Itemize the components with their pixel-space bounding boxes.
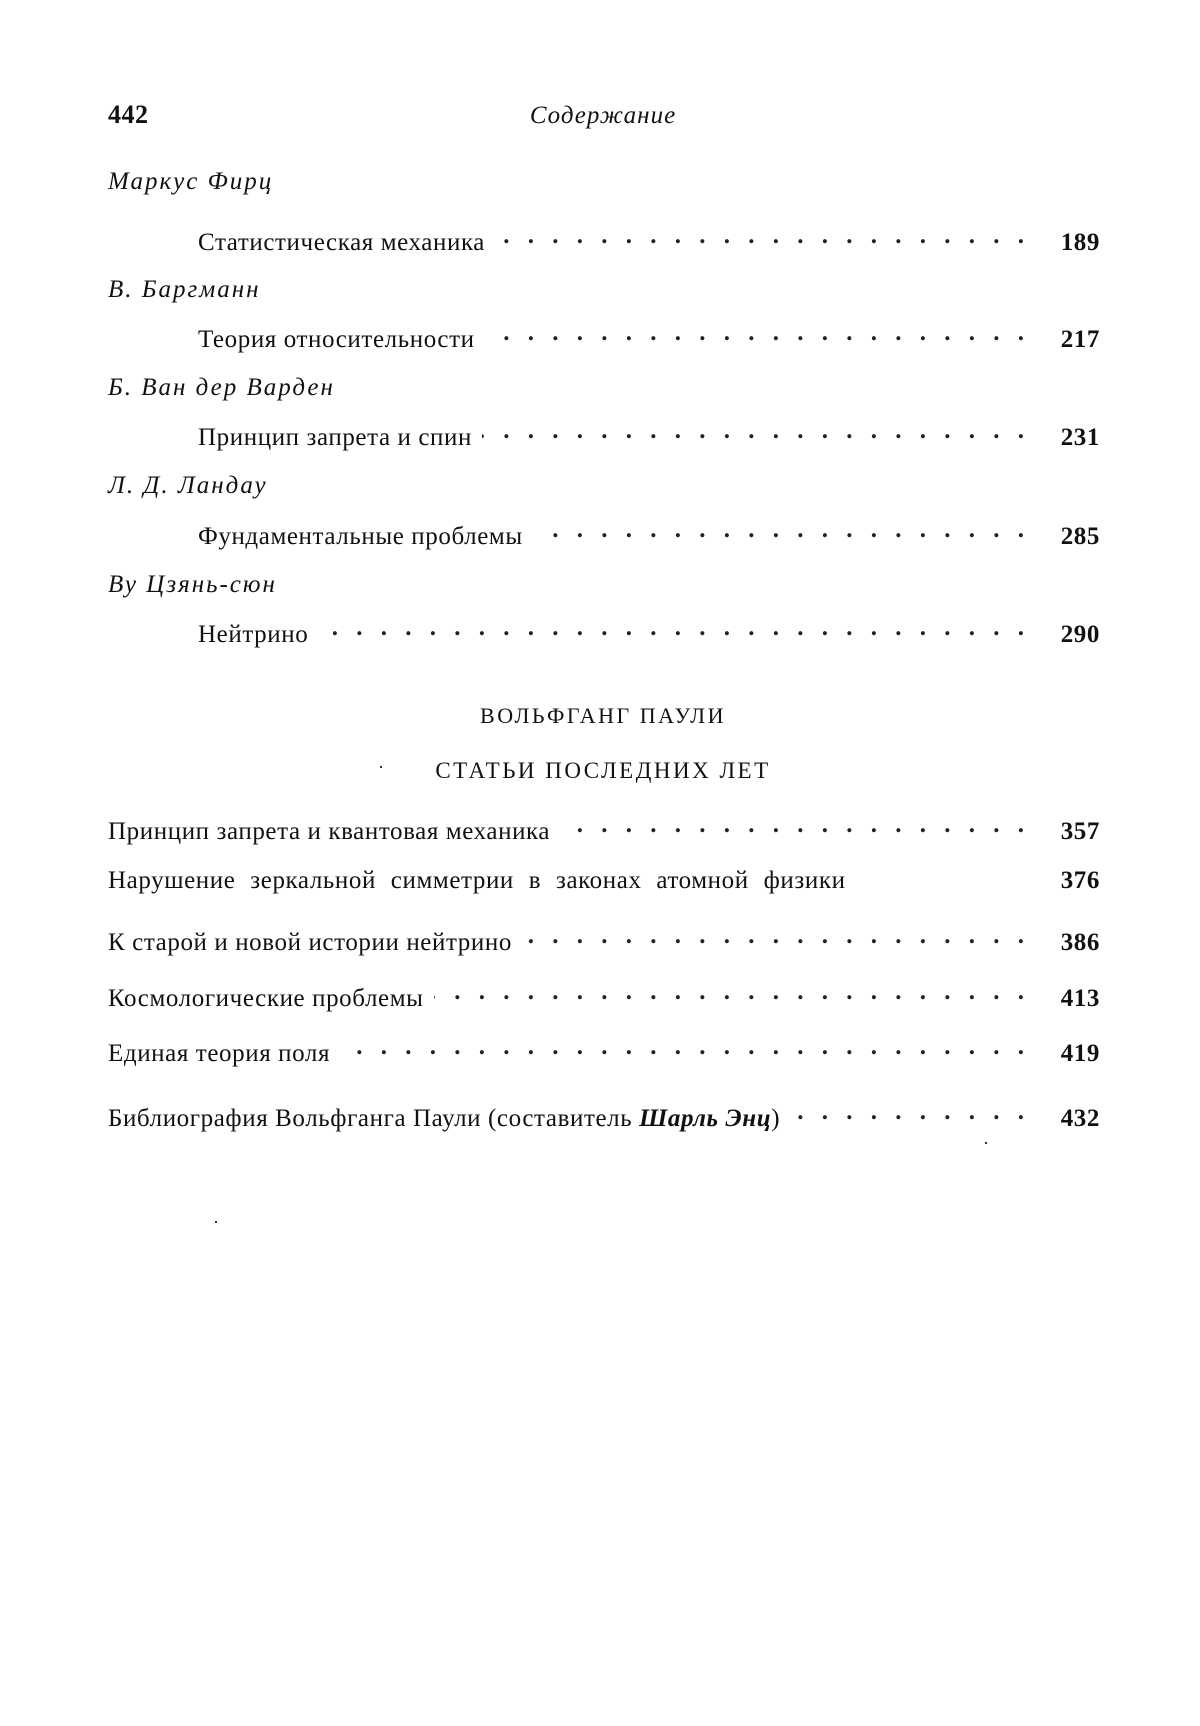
toc-entry-page: 376 <box>1060 867 1100 894</box>
author-name: В. Баргманн <box>108 276 261 303</box>
page-number: 442 <box>108 100 149 129</box>
toc-entry-page: 413 <box>1060 985 1100 1012</box>
toc-entry[interactable] <box>108 867 1100 895</box>
bibliography-compiler: Шарль Энц <box>639 1105 772 1132</box>
toc-entry-title: Единая теория поля <box>108 1040 331 1067</box>
toc-entry-page: 419 <box>1060 1040 1100 1067</box>
dot-leader <box>434 978 1030 1006</box>
author-name: Ву Цзянь-сюн <box>108 571 277 598</box>
author-name: Л. Д. Ландау <box>108 472 268 499</box>
toc-entry-page: 432 <box>1060 1105 1100 1132</box>
dot-leader <box>340 1033 1030 1061</box>
dot-leader <box>533 516 1030 544</box>
toc-entry-title: Нейтрино <box>198 621 309 648</box>
bibliography-title-end: ) <box>771 1105 781 1132</box>
toc-entry-title: К старой и новой истории нейтрино <box>108 929 512 956</box>
toc-entry[interactable] <box>198 614 1100 649</box>
print-speck <box>380 766 382 768</box>
dot-leader <box>482 417 1030 445</box>
dot-leader <box>485 319 1030 347</box>
toc-entry-title: Нарушение зеркальной симметрии в законах атомной физики <box>108 867 846 894</box>
author-name: Б. Ван дер Варден <box>108 374 335 401</box>
toc-entry-page: 189 <box>1060 229 1100 256</box>
toc-entry-page: 217 <box>1060 326 1100 353</box>
toc-entry[interactable] <box>198 417 1100 452</box>
toc-entry-page: 231 <box>1060 424 1100 451</box>
dot-leader <box>560 811 1030 839</box>
dot-leader <box>318 614 1030 642</box>
section-heading: ВОЛЬФГАНГ ПАУЛИ <box>480 703 726 728</box>
toc-entry-title: Космологические проблемы <box>108 985 424 1012</box>
toc-entry-bibliography[interactable] <box>108 1098 1100 1133</box>
toc-entry-page: 285 <box>1060 523 1100 550</box>
toc-entry[interactable] <box>108 811 1100 846</box>
toc-entry[interactable] <box>198 319 1100 354</box>
toc-entry[interactable] <box>198 222 1100 257</box>
toc-entry[interactable] <box>108 922 1100 957</box>
bibliography-title-start: Библиография Вольфганга Паули (составитель <box>108 1105 640 1132</box>
toc-entry-page: 357 <box>1060 818 1100 845</box>
toc-entry[interactable] <box>108 978 1100 1013</box>
toc-entry-title: Принцип запрета и спин <box>198 424 472 451</box>
toc-entry-title: Теория относительности <box>198 326 475 353</box>
dot-leader <box>790 1098 1030 1126</box>
author-name: Маркус Фирц <box>108 168 274 195</box>
dot-leader <box>495 222 1030 250</box>
toc-entry-title: Фундаментальные проблемы <box>198 523 523 550</box>
print-speck <box>215 1221 217 1223</box>
toc-entry-page: 386 <box>1060 929 1100 956</box>
toc-entry-title <box>108 1105 780 1133</box>
print-speck <box>985 1142 987 1144</box>
running-head <box>108 100 1098 140</box>
toc-entry[interactable] <box>198 516 1100 551</box>
toc-entry-title: Принцип запрета и квантовая механика <box>108 818 551 845</box>
running-title: Содержание <box>529 102 677 129</box>
dot-leader <box>522 922 1030 950</box>
toc-entry-title: Статистическая механика <box>198 229 486 256</box>
toc-entry[interactable] <box>108 1033 1100 1068</box>
toc-entry-page: 290 <box>1060 621 1100 648</box>
section-subheading: СТАТЬИ ПОСЛЕДНИХ ЛЕТ <box>435 758 771 783</box>
